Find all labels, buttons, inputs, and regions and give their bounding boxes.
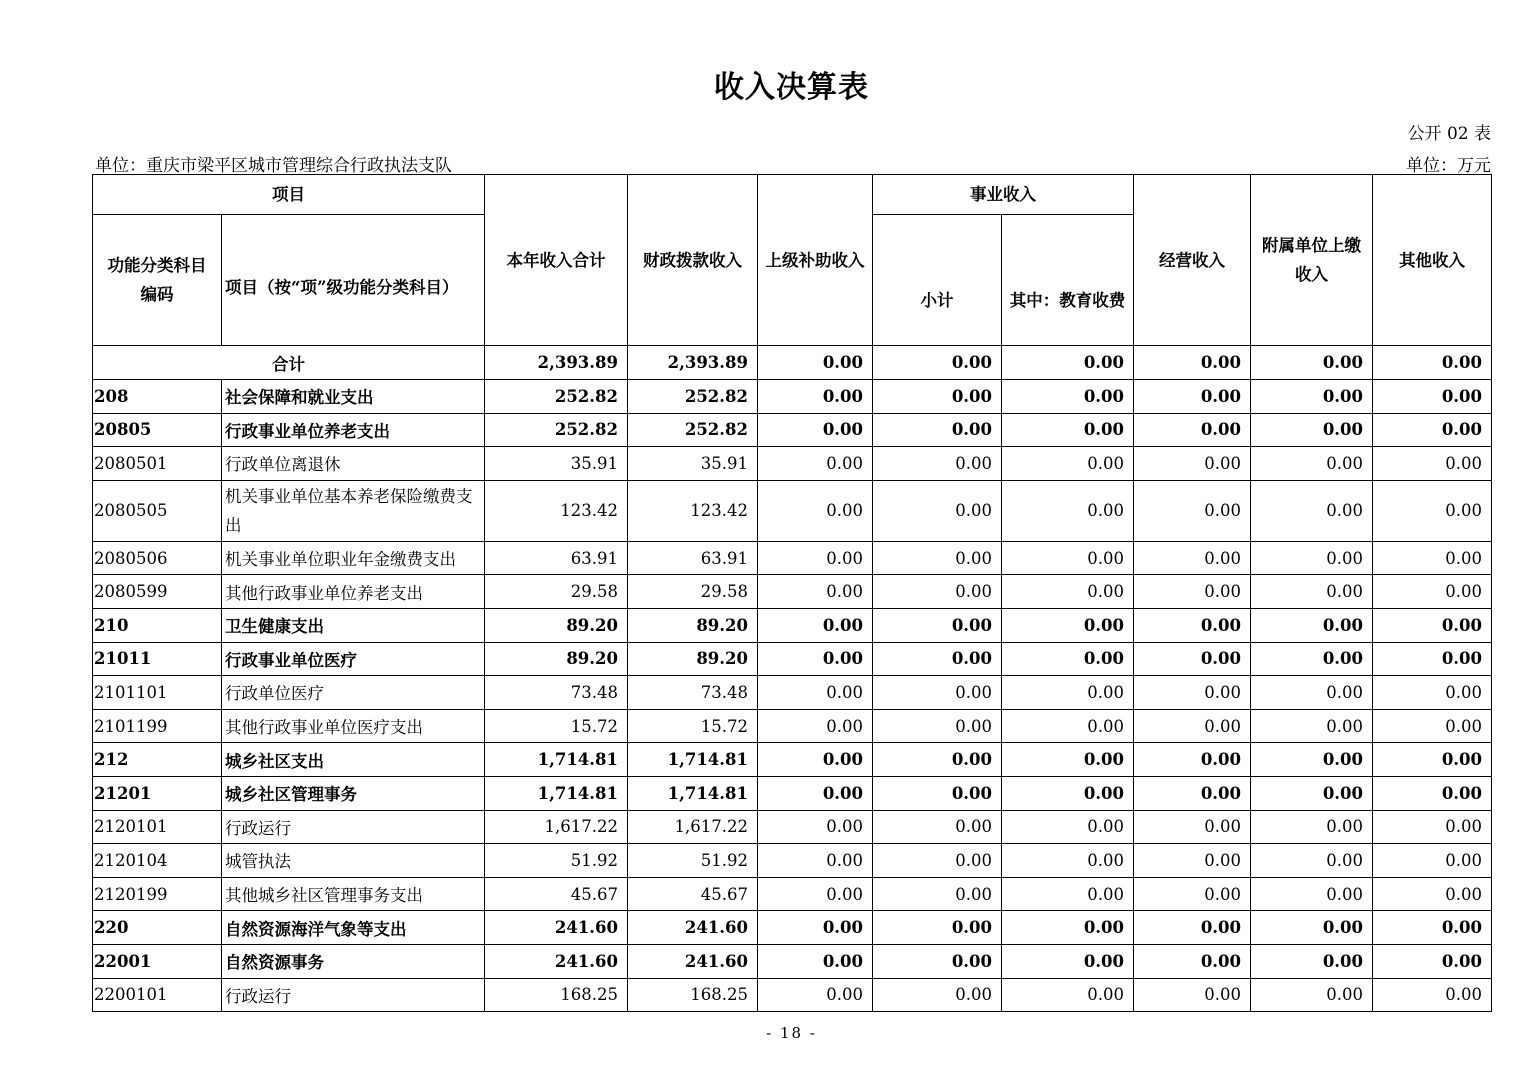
- total-row: [93, 346, 1492, 380]
- row-value: 0.00: [1251, 380, 1373, 414]
- row-value: 0.00: [758, 743, 873, 777]
- header-subtotal: 小计: [873, 215, 1002, 346]
- total-label: 合计: [93, 346, 485, 380]
- total-cell: 2,393.89: [628, 346, 758, 380]
- row-value: 0.00: [1134, 575, 1251, 609]
- row-value: 45.67: [628, 877, 758, 911]
- row-value: 1,714.81: [485, 776, 628, 810]
- row-value: 0.00: [1002, 676, 1134, 710]
- table-row: [93, 541, 1492, 575]
- row-value: 0.00: [873, 709, 1002, 743]
- row-value: 0.00: [1251, 844, 1373, 878]
- row-name: 行政运行: [222, 978, 485, 1012]
- row-value: 0.00: [873, 480, 1002, 541]
- row-value: 241.60: [485, 911, 628, 945]
- row-value: 0.00: [1002, 709, 1134, 743]
- row-value: 0.00: [1373, 380, 1492, 414]
- row-value: 63.91: [628, 541, 758, 575]
- row-value: 0.00: [873, 810, 1002, 844]
- row-value: 0.00: [1251, 447, 1373, 481]
- row-value: 0.00: [1134, 810, 1251, 844]
- header-business: 事业收入: [873, 175, 1134, 215]
- row-value: 0.00: [1251, 776, 1373, 810]
- row-value: 0.00: [758, 911, 873, 945]
- row-value: 252.82: [628, 413, 758, 447]
- row-name: 城管执法: [222, 844, 485, 878]
- row-value: 0.00: [1002, 776, 1134, 810]
- table-row: [93, 877, 1492, 911]
- row-value: 0.00: [1373, 810, 1492, 844]
- row-name: 社会保障和就业支出: [222, 380, 485, 414]
- row-code: 21201: [93, 776, 222, 810]
- row-value: 252.82: [485, 413, 628, 447]
- table-row: [93, 978, 1492, 1012]
- row-value: 0.00: [1002, 978, 1134, 1012]
- reporting-unit: 单位：重庆市梁平区城市管理综合行政执法支队: [95, 156, 452, 176]
- row-value: 0.00: [1251, 413, 1373, 447]
- row-code: 220: [93, 911, 222, 945]
- total-cell: 0.00: [1002, 346, 1134, 380]
- header-code: 功能分类科目编码: [93, 215, 222, 346]
- row-value: 0.00: [873, 944, 1002, 978]
- row-name: 城乡社区管理事务: [222, 776, 485, 810]
- row-value: 0.00: [758, 676, 873, 710]
- row-value: 0.00: [758, 776, 873, 810]
- row-code: 2080599: [93, 575, 222, 609]
- row-value: 0.00: [1373, 413, 1492, 447]
- row-value: 0.00: [1251, 676, 1373, 710]
- row-code: 20805: [93, 413, 222, 447]
- row-name: 行政单位离退休: [222, 447, 485, 481]
- row-value: 168.25: [485, 978, 628, 1012]
- header-affiliated: 附属单位上缴收入: [1251, 175, 1373, 346]
- row-value: 45.67: [485, 877, 628, 911]
- total-cell: 2,393.89: [485, 346, 628, 380]
- table-row: [93, 709, 1492, 743]
- row-name: 其他城乡社区管理事务支出: [222, 877, 485, 911]
- row-name: 行政事业单位医疗: [222, 642, 485, 676]
- row-value: 0.00: [1002, 541, 1134, 575]
- row-value: 0.00: [758, 480, 873, 541]
- row-name: 行政运行: [222, 810, 485, 844]
- row-value: 0.00: [1373, 844, 1492, 878]
- row-value: 168.25: [628, 978, 758, 1012]
- row-value: 15.72: [628, 709, 758, 743]
- row-value: 0.00: [873, 413, 1002, 447]
- table-row: [93, 575, 1492, 609]
- row-value: 0.00: [873, 676, 1002, 710]
- row-value: 0.00: [758, 810, 873, 844]
- row-value: 0.00: [758, 944, 873, 978]
- row-value: 0.00: [1002, 447, 1134, 481]
- table-body: [93, 346, 1492, 1012]
- row-value: 252.82: [485, 380, 628, 414]
- header-project: 项目: [93, 175, 485, 215]
- income-table: [92, 174, 1492, 1012]
- row-value: 0.00: [1251, 877, 1373, 911]
- row-name: 卫生健康支出: [222, 608, 485, 642]
- row-value: 89.20: [485, 642, 628, 676]
- page-title: 收入决算表: [714, 70, 869, 105]
- row-code: 2200101: [93, 978, 222, 1012]
- row-value: 0.00: [1134, 541, 1251, 575]
- row-value: 0.00: [1134, 608, 1251, 642]
- row-code: 21011: [93, 642, 222, 676]
- row-name: 自然资源事务: [222, 944, 485, 978]
- row-value: 0.00: [873, 978, 1002, 1012]
- row-value: 241.60: [628, 944, 758, 978]
- row-value: 15.72: [485, 709, 628, 743]
- table-row: [93, 676, 1492, 710]
- row-value: 89.20: [628, 608, 758, 642]
- row-code: 212: [93, 743, 222, 777]
- row-value: 73.48: [485, 676, 628, 710]
- row-value: 0.00: [1134, 743, 1251, 777]
- header-education: 其中：教育收费: [1002, 215, 1134, 346]
- row-code: 2120101: [93, 810, 222, 844]
- row-value: 89.20: [628, 642, 758, 676]
- row-value: 0.00: [1373, 480, 1492, 541]
- total-cell: 0.00: [1373, 346, 1492, 380]
- row-value: 0.00: [1002, 380, 1134, 414]
- row-value: 0.00: [1373, 877, 1492, 911]
- row-value: 0.00: [1251, 944, 1373, 978]
- row-code: 208: [93, 380, 222, 414]
- row-value: 0.00: [1251, 608, 1373, 642]
- table-row: [93, 944, 1492, 978]
- table-row: [93, 380, 1492, 414]
- row-value: 35.91: [628, 447, 758, 481]
- header-fiscal: 财政拨款收入: [628, 175, 758, 346]
- row-value: 0.00: [1251, 709, 1373, 743]
- row-value: 0.00: [1134, 380, 1251, 414]
- total-cell: 0.00: [1251, 346, 1373, 380]
- row-value: 0.00: [758, 575, 873, 609]
- row-value: 0.00: [873, 575, 1002, 609]
- row-value: 0.00: [758, 608, 873, 642]
- form-number: 公开 02 表: [1407, 124, 1491, 144]
- row-value: 0.00: [758, 844, 873, 878]
- row-value: 0.00: [1002, 575, 1134, 609]
- row-value: 0.00: [873, 642, 1002, 676]
- header-total: 本年收入合计: [485, 175, 628, 346]
- header-superior: 上级补助收入: [758, 175, 873, 346]
- row-value: 0.00: [1002, 911, 1134, 945]
- row-value: 0.00: [1002, 608, 1134, 642]
- row-value: 63.91: [485, 541, 628, 575]
- row-value: 123.42: [485, 480, 628, 541]
- row-value: 0.00: [1002, 642, 1134, 676]
- row-value: 0.00: [1373, 608, 1492, 642]
- row-value: 0.00: [1251, 810, 1373, 844]
- row-value: 0.00: [873, 911, 1002, 945]
- row-value: 0.00: [1373, 676, 1492, 710]
- row-value: 0.00: [758, 413, 873, 447]
- total-cell: 0.00: [758, 346, 873, 380]
- row-value: 0.00: [1002, 810, 1134, 844]
- row-value: 0.00: [1134, 709, 1251, 743]
- row-name: 行政事业单位养老支出: [222, 413, 485, 447]
- row-value: 0.00: [1002, 743, 1134, 777]
- row-value: 0.00: [758, 877, 873, 911]
- row-code: 2101101: [93, 676, 222, 710]
- total-cell: 0.00: [1134, 346, 1251, 380]
- row-value: 0.00: [1134, 911, 1251, 945]
- row-value: 0.00: [758, 380, 873, 414]
- row-value: 0.00: [1373, 642, 1492, 676]
- row-value: 0.00: [1134, 413, 1251, 447]
- row-value: 0.00: [758, 541, 873, 575]
- row-value: 0.00: [1373, 575, 1492, 609]
- row-value: 0.00: [873, 877, 1002, 911]
- row-value: 0.00: [873, 844, 1002, 878]
- row-value: 0.00: [1373, 978, 1492, 1012]
- row-value: 0.00: [1134, 844, 1251, 878]
- table-row: [93, 810, 1492, 844]
- row-value: 241.60: [485, 944, 628, 978]
- row-code: 2080505: [93, 480, 222, 541]
- row-value: 241.60: [628, 911, 758, 945]
- table-row: [93, 642, 1492, 676]
- row-value: 0.00: [1002, 877, 1134, 911]
- row-code: 2080506: [93, 541, 222, 575]
- row-value: 0.00: [1134, 978, 1251, 1012]
- page-number: - 18 -: [766, 1024, 817, 1042]
- table-row: [93, 480, 1492, 541]
- row-value: 0.00: [1251, 978, 1373, 1012]
- row-value: 29.58: [485, 575, 628, 609]
- row-value: 0.00: [758, 642, 873, 676]
- row-value: 0.00: [1373, 911, 1492, 945]
- row-value: 0.00: [1251, 743, 1373, 777]
- row-name: 自然资源海洋气象等支出: [222, 911, 485, 945]
- row-code: 2080501: [93, 447, 222, 481]
- row-value: 0.00: [1373, 541, 1492, 575]
- row-name: 其他行政事业单位养老支出: [222, 575, 485, 609]
- row-value: 0.00: [758, 709, 873, 743]
- row-value: 0.00: [1251, 480, 1373, 541]
- row-value: 0.00: [873, 380, 1002, 414]
- row-value: 51.92: [628, 844, 758, 878]
- header-name: 项目（按“项”级功能分类科目）: [222, 215, 485, 346]
- row-value: 1,617.22: [628, 810, 758, 844]
- row-value: 0.00: [1373, 776, 1492, 810]
- row-value: 0.00: [1134, 642, 1251, 676]
- table-row: [93, 608, 1492, 642]
- row-value: 0.00: [873, 447, 1002, 481]
- row-value: 0.00: [1251, 911, 1373, 945]
- row-value: 0.00: [1373, 447, 1492, 481]
- row-value: 0.00: [1373, 709, 1492, 743]
- header-other: 其他收入: [1373, 175, 1492, 346]
- row-value: 0.00: [1251, 642, 1373, 676]
- row-name: 行政单位医疗: [222, 676, 485, 710]
- row-value: 0.00: [1373, 743, 1492, 777]
- row-value: 0.00: [1134, 676, 1251, 710]
- header-operating: 经营收入: [1134, 175, 1251, 346]
- total-cell: 0.00: [873, 346, 1002, 380]
- currency-unit: 单位：万元: [1406, 156, 1491, 176]
- table-row: [93, 911, 1492, 945]
- row-value: 0.00: [1134, 480, 1251, 541]
- row-value: 0.00: [873, 743, 1002, 777]
- row-value: 51.92: [485, 844, 628, 878]
- row-code: 2120199: [93, 877, 222, 911]
- row-code: 2120104: [93, 844, 222, 878]
- row-value: 29.58: [628, 575, 758, 609]
- row-value: 1,617.22: [485, 810, 628, 844]
- row-value: 73.48: [628, 676, 758, 710]
- row-value: 0.00: [1002, 480, 1134, 541]
- table-row: [93, 413, 1492, 447]
- row-value: 1,714.81: [485, 743, 628, 777]
- row-value: 1,714.81: [628, 743, 758, 777]
- row-name: 机关事业单位职业年金缴费支出: [222, 541, 485, 575]
- row-value: 252.82: [628, 380, 758, 414]
- row-value: 0.00: [1002, 844, 1134, 878]
- row-code: 22001: [93, 944, 222, 978]
- row-name: 机关事业单位基本养老保险缴费支出: [222, 480, 485, 541]
- table-row: [93, 447, 1492, 481]
- row-value: 1,714.81: [628, 776, 758, 810]
- row-value: 0.00: [1002, 413, 1134, 447]
- row-value: 0.00: [758, 978, 873, 1012]
- table-row: [93, 743, 1492, 777]
- row-value: 89.20: [485, 608, 628, 642]
- row-code: 210: [93, 608, 222, 642]
- row-value: 0.00: [1134, 776, 1251, 810]
- table-row: [93, 844, 1492, 878]
- row-value: 35.91: [485, 447, 628, 481]
- row-name: 城乡社区支出: [222, 743, 485, 777]
- row-name: 其他行政事业单位医疗支出: [222, 709, 485, 743]
- row-value: 0.00: [758, 447, 873, 481]
- row-value: 0.00: [1373, 944, 1492, 978]
- row-value: 0.00: [1134, 877, 1251, 911]
- row-value: 0.00: [873, 776, 1002, 810]
- row-value: 0.00: [1251, 575, 1373, 609]
- table-row: [93, 776, 1492, 810]
- row-value: 0.00: [1134, 447, 1251, 481]
- row-value: 123.42: [628, 480, 758, 541]
- table-header: [93, 175, 1492, 346]
- row-value: 0.00: [873, 608, 1002, 642]
- row-value: 0.00: [873, 541, 1002, 575]
- row-code: 2101199: [93, 709, 222, 743]
- row-value: 0.00: [1134, 944, 1251, 978]
- row-value: 0.00: [1002, 944, 1134, 978]
- row-value: 0.00: [1251, 541, 1373, 575]
